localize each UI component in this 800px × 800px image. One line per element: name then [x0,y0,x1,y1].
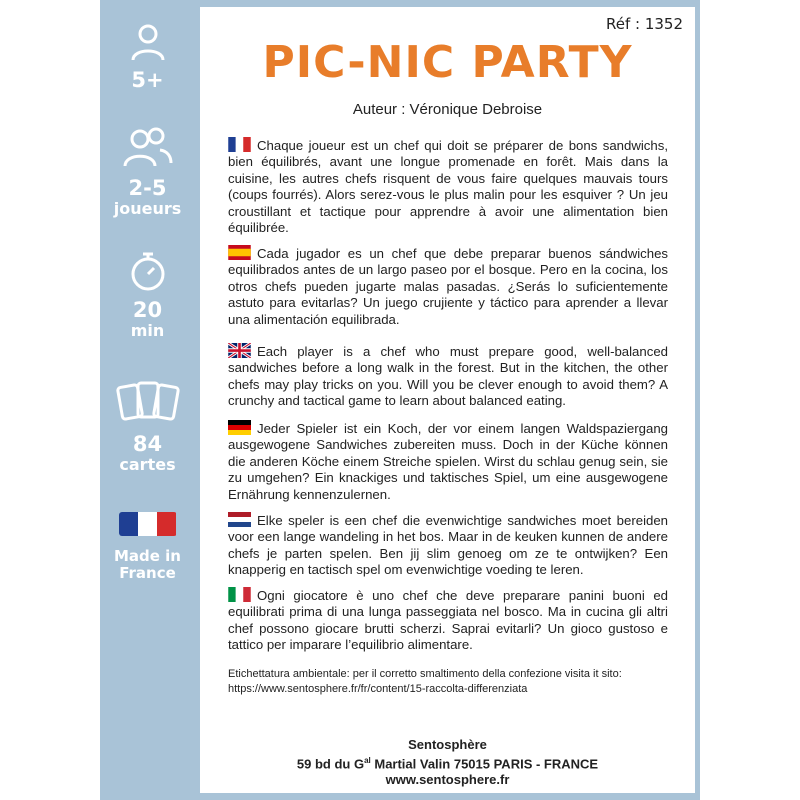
reference-number: Réf : 1352 [605,15,683,33]
cards-icon [116,378,180,426]
paragraph-de-text: Jeder Spieler ist ein Koch, der vor einem langen Waldspaziergang ausgewogene Sandwiches zubereiten muss. Doch in der Küche können die anderen Köche einem Streiche spielen. Wirst du schlau genug sein, sie zu umgehen? Ein knackiges und taktisches Spiel, um eine ausgewogene Ernährung kennenzulernen. [228,421,668,502]
duration-unit: min [130,321,165,340]
made-in-info [100,512,195,582]
players-info [100,126,195,218]
person-icon [128,22,168,62]
spain-flag-icon [228,245,251,260]
paragraph-en-text: Each player is a chef who must prepare good, well-balanced sandwiches before a long walk in the forest. But in the kitchen, the other chefs may play tricks on you. Will you be clever enough to avoid them? A crunchy and tactical game to learn about balanced eating. [228,344,668,409]
paragraph-it-text: Ogni giocatore è uno chef che deve preparare panini buoni ed equilibrati prima di una lunga passeggiata nel bosco. Ma in cucina gli altri chef possono giocare brutti scherzi. Saprai evitarli? Un gioco gustoso e tattico per imparare l’equilibrio alimentare. [228,588,668,653]
france-flag-icon [119,512,177,536]
cards-info [100,378,195,474]
info-sidebar [100,0,195,800]
age-value: 5+ [131,68,164,92]
author: Auteur : Véronique Debroise [352,101,543,118]
paragraph-en [228,343,668,410]
publisher-name: Sentosphère [408,737,487,752]
address-sup: al [364,756,371,765]
france-flag-icon [228,137,251,152]
players-unit: joueurs [113,199,182,218]
publisher-footer [200,737,695,788]
stopwatch-icon [128,250,168,292]
italy-flag-icon [228,587,251,602]
cards-value: 84 [132,432,163,456]
address-part: Martial Valin 75015 PARIS - FRANCE [370,756,599,772]
description-panel [200,7,695,793]
made-in-line1: Made in [113,547,181,565]
paragraph-nl [228,512,668,579]
paragraph-fr-text: Chaque joueur est un chef qui doit se préparer de bons sandwichs, bien équilibrés, avant une longue promenade en forêt. Mais dans la cuisine, les autres chefs risquent de vous faire quelques mauvais tours (coups fourrés). Alors serez-vous le plus malin pour les esquiver ? Un jeu croustillant et tactique pour apprendre à avoir une alimentation bien équilibrée. [228,138,668,236]
paragraph-de [228,420,668,503]
address-part: 59 bd du G [296,756,365,772]
made-in-line2: France [119,564,176,582]
duration-value: 20 [132,298,163,322]
environmental-note: Etichettatura ambientale: per il corretto smaltimento della confezione visita it sito: https://www.sentosphere.fr/fr/content/15-raccolta-differenziata [228,668,622,695]
paragraph-nl-text: Elke speler is een chef die evenwichtige sandwiches moet bereiden voor een lange wandeling in het bos. Maar in de keuken kunnen de andere chefs je parten spelen. Ben jij slim genoeg om ze te ontwijken? Een knapperig en tactisch spel om evenwichtige voeding te leren. [228,513,668,578]
age-info [100,22,195,92]
paragraph-es [228,245,668,328]
game-title: PIC-NIC PARTY [262,37,633,88]
netherlands-flag-icon [228,512,251,527]
paragraph-es-text: Cada jugador es un chef que debe preparar buenos sándwiches equilibrados antes de un largo paseo por el bosque. Pero en la cocina, los otros chefs pueden jugarte malas pasadas. ¿Serás lo suficientemente astuto para evitarlas? Un juego crujiente y táctico para aprender a llevar una alimentación equilibrada. [228,246,668,327]
germany-flag-icon [228,420,251,435]
paragraph-it [228,587,668,654]
publisher-website[interactable]: www.sentosphere.fr [385,772,510,788]
paragraph-fr [228,137,668,236]
uk-flag-icon [228,343,251,358]
players-value: 2-5 [128,176,167,200]
people-icon [122,126,174,168]
publisher-address [200,753,695,772]
duration-info [100,250,195,340]
cards-unit: cartes [119,455,176,474]
